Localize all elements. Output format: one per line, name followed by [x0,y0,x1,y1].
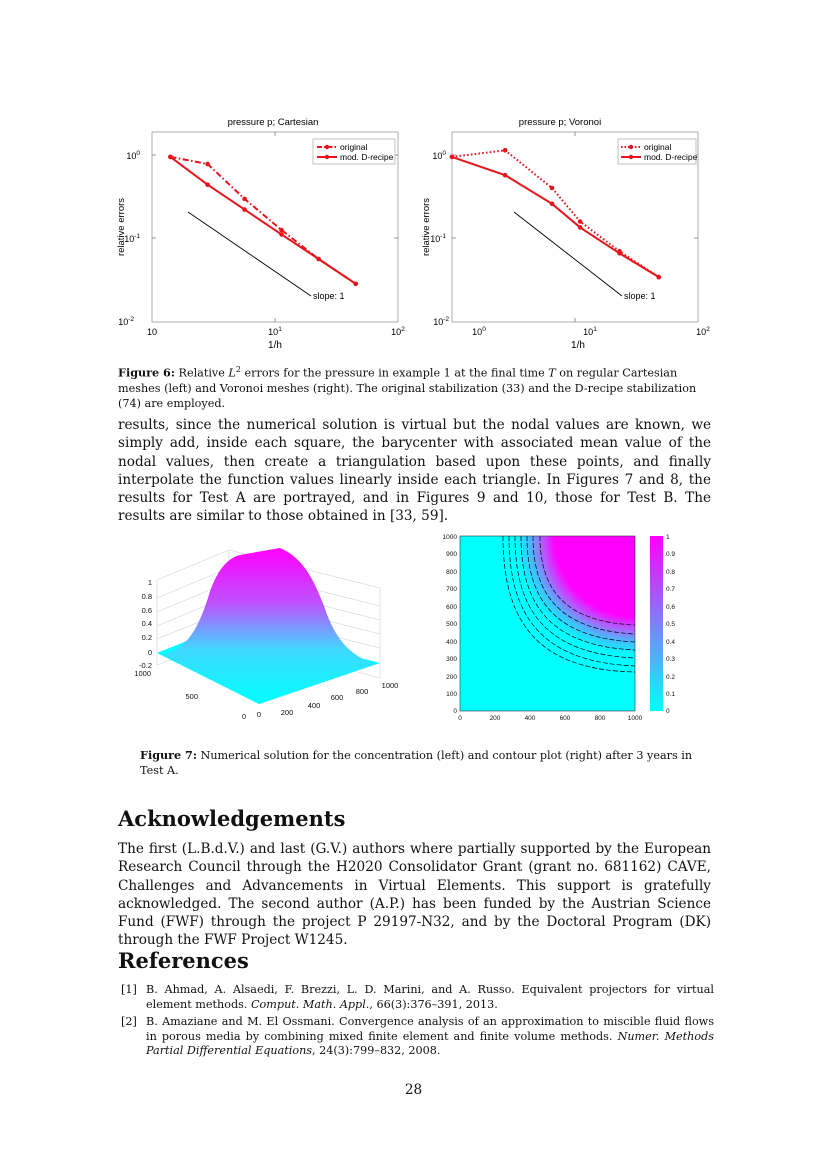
reference-item [121,1015,714,1060]
voronoi-title: pressure p; Voronoi [518,117,602,128]
data-point [279,228,284,233]
colorbar-tick: 0.9 [666,551,676,558]
surface-ztick: 0 [147,648,152,657]
voronoi-xtick-2: $10^2$ [696,326,710,337]
colorbar [650,536,663,711]
contour-ytick: 400 [446,639,457,646]
colorbar-tick: 1 [666,534,670,541]
cartesian-plot [116,117,405,351]
legend-marker-icon [325,145,329,149]
reference-number: [2] [121,1015,137,1028]
reference-number: [1] [121,983,137,996]
surface-ztick: 0.8 [141,592,152,601]
data-point [550,186,555,191]
data-point [242,207,247,212]
voronoi-legend-original: original [644,142,672,152]
figure6-caption [118,362,711,411]
cartesian-ytick-0: $10^{-2}$ [118,316,134,327]
cartesian-title: pressure p; Cartesian [227,117,319,128]
contour-ytick: 900 [446,551,457,558]
figure6-caption-sup: 2 [235,365,241,374]
contour-xtick: 0 [458,715,462,722]
contour-ytick: 700 [446,586,457,593]
surface-xtick: 0 [256,710,262,719]
surface-ytick: 1000 [134,669,151,678]
colorbar-tick: 0 [666,708,670,715]
surface-xtick: 1000 [381,681,399,690]
contour-ytick: 600 [446,604,457,611]
colorbar-tick: 0.4 [666,639,676,646]
cartesian-legend [313,139,395,164]
figure6-caption-part: errors for the pressure in example 1 at the final time [240,366,549,380]
contour-xtick: 600 [559,715,571,722]
contour-ytick: 300 [446,656,457,663]
voronoi-ytick-0: $10^{-2}$ [433,316,449,327]
cartesian-series [168,155,358,287]
surface-ytick: 0 [241,712,246,721]
cartesian-ytick-2: $10^0$ [126,150,140,161]
contour-ytick: 200 [446,674,457,681]
contour-ytick: 100 [446,691,457,698]
cartesian-ytick-1: $10^{-1}$ [124,233,140,244]
reference-item [121,983,714,1013]
figure6-label: Figure 6: [118,365,175,380]
legend-marker-icon [325,155,329,159]
contour-ytick: 500 [446,621,457,628]
references-heading: References [118,948,249,973]
data-point [578,219,583,224]
page-number: 28 [404,1082,423,1098]
voronoi-ylabel: relative errors [421,197,432,257]
colorbar-tick: 0.8 [666,569,676,576]
contour-ytick: 800 [446,569,457,576]
contour-xtick: 1000 [627,715,643,722]
figure6-caption-part: Relative [178,366,229,380]
data-point [316,257,321,262]
data-point [279,232,284,237]
data-point [503,173,508,178]
figure6-caption-math: T [548,366,556,380]
surface-body [163,548,376,704]
voronoi-legend [618,139,698,164]
colorbar-tick: 0.1 [666,691,676,698]
body-paragraph: results, since the numerical solution is virtual but the nodal values are known, we simply add, inside each square, the barycenter with associated mean value of the nodal values, then create a triangulation based upon these points, and finally interpolate the function values linearly inside each triangle. In Figures 7 and 8, the results for Test A are portrayed, and in Figures 9 and 10, those for Test B. The results are similar to those obtained in [33, 59]. [118,417,711,525]
voronoi-xtick-0: $10^0$ [472,326,486,337]
contour-xtick: 800 [594,715,606,722]
voronoi-legend-drecipe: mod. D-recipe [644,152,698,162]
cartesian-xtick-2: $10^2$ [391,326,405,337]
voronoi-ytick-2: $10^0$ [432,150,446,161]
cartesian-slope-label: slope: 1 [313,291,345,301]
contour-plot [435,530,685,725]
figure7-caption [140,748,700,778]
contour-ytick: 0 [453,708,457,715]
surface-xtick: 800 [355,687,369,696]
colorbar-tick: 0.5 [666,621,676,628]
data-point [205,162,210,167]
voronoi-slope-label: slope: 1 [624,291,656,301]
legend-marker-icon [629,155,633,159]
surface-ztick: 0.6 [141,606,152,615]
reference-text: B. Ahmad, A. Alsaedi, F. Brezzi, L. D. Marini, and A. Russo. Equivalent projectors for virtual element methods. Comput. Math. Appl., 66(3):376–391, 2013. [146,983,714,1011]
data-point [550,202,555,207]
contour-xtick: 400 [524,715,536,722]
data-point [168,155,173,160]
voronoi-series [450,148,661,279]
surface-ztick: 0.4 [141,619,152,628]
surface-xtick: 600 [330,693,344,702]
data-point [353,282,358,287]
voronoi-xlabel: 1/h [571,340,585,351]
surface-ytick: 500 [185,692,198,701]
surface-ztick: -0.2 [139,661,152,670]
data-point [503,148,508,153]
colorbar-tick: 0.6 [666,604,676,611]
figure6-caption-math: L [228,366,236,380]
data-point [242,197,247,202]
contour-ytick: 1000 [442,534,457,541]
colorbar-tick: 0.2 [666,674,676,681]
series-line-d-recipe [170,157,355,284]
cartesian-xlabel: 1/h [268,340,282,351]
surface-plot [128,528,418,728]
figure6-plots [110,112,720,352]
data-point [450,155,455,160]
acknowledgements-text: The first (L.B.d.V.) and last (G.V.) authors where partially supported by the European Research Council through the H2020 Consolidator Grant (grant no. 681162) CAVE, Challenges and Advancements in Virtual Elements. This support is gratefully acknowledged. The second author (A.P.) has been funded by the Austrian Science Fund (FWF) through the project P 29197-N32, and by the Doctoral Program (DK) through the FWF Project W1245. [118,841,711,949]
cartesian-ylabel: relative errors [116,197,127,257]
legend-marker-icon [629,145,633,149]
voronoi-plot [421,117,710,351]
colorbar-tick: 0.7 [666,586,676,593]
data-point [578,225,583,230]
surface-xtick: 200 [280,708,294,717]
data-point [617,251,622,256]
reference-text: B. Amaziane and M. El Ossmani. Convergence analysis of an approximation to miscible fluid flows in porous media by combining mixed finite element and finite volume methods. Numer. Methods Partial Differential Equations, 24(3):799–832, 2008. [146,1015,714,1057]
figure6-caption-part: on regular Cartesian meshes (left) and Voronoi meshes (right). The original stabilization (33) and the D-recipe stabilization (74) are employed. [118,366,697,410]
cartesian-legend-drecipe: mod. D-recipe [340,152,394,162]
surface-ztick: 0.2 [141,633,152,642]
contour-xtick: 200 [489,715,501,722]
colorbar-tick: 0.3 [666,656,676,663]
voronoi-ytick-1: $10^{-1}$ [430,233,446,244]
series-line-d-recipe [452,157,659,277]
figure7-caption-text: Numerical solution for the concentration (left) and contour plot (right) after 3 years in Test A. [140,749,693,777]
data-point [657,275,662,280]
surface-xtick: 400 [307,701,321,710]
cartesian-slope-line [188,212,311,296]
acknowledgements-heading: Acknowledgements [118,806,346,831]
cartesian-legend-original: original [340,142,368,152]
voronoi-xtick-1: $10^1$ [583,326,597,337]
cartesian-xtick-0: 10 [146,327,158,337]
surface-ztick: 1 [147,578,152,587]
cartesian-xtick-1: $10^1$ [268,326,282,337]
voronoi-slope-line [514,212,622,296]
figure7-label: Figure 7: [140,748,197,762]
contour-corner-fill [460,536,635,711]
data-point [205,182,210,187]
